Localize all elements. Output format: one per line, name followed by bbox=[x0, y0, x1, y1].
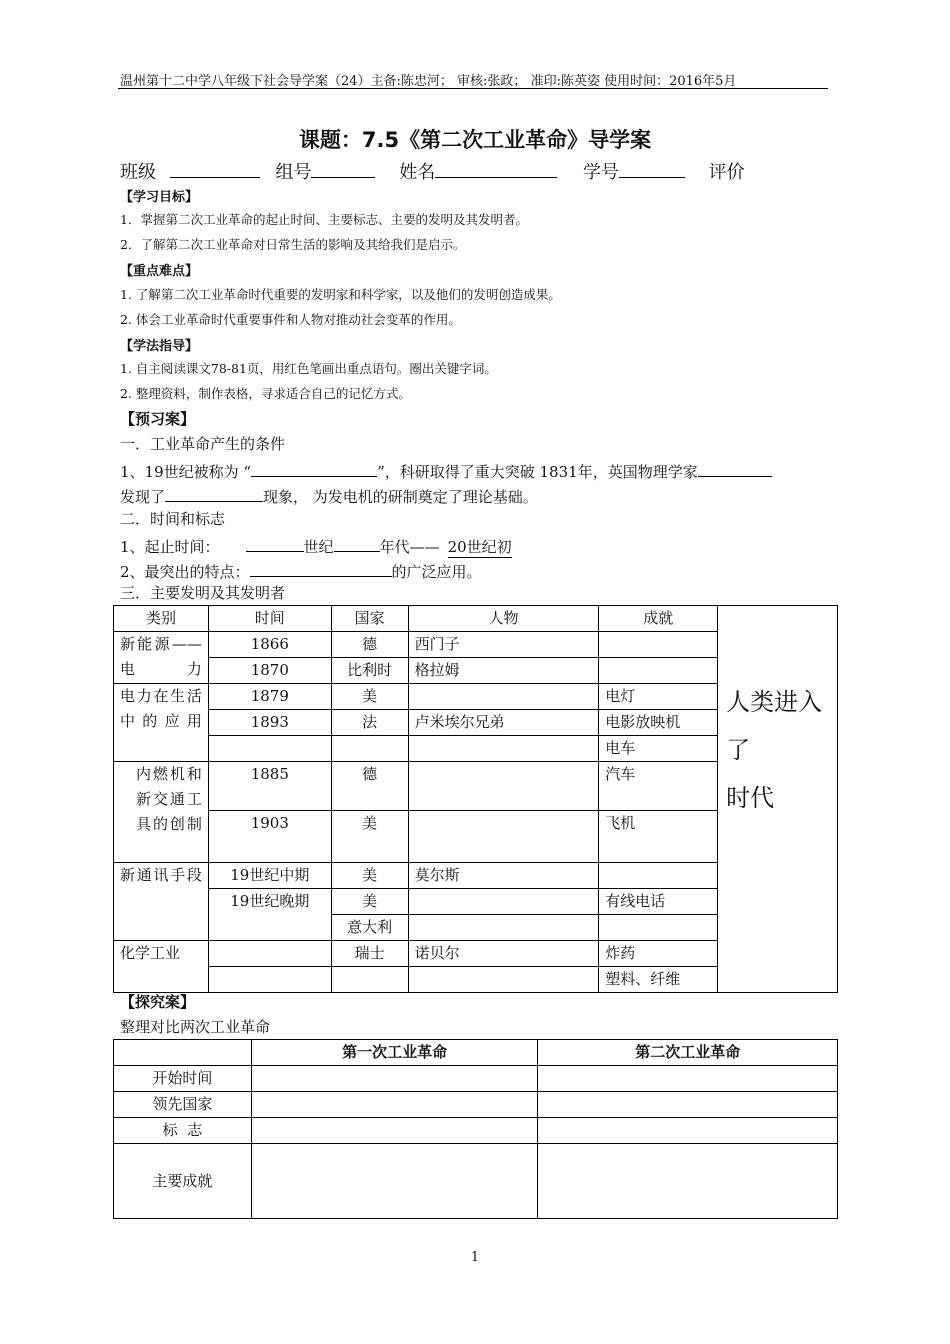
row-achievements: 主要成就 bbox=[114, 1144, 252, 1219]
cell-achievement[interactable]: 有线电话 bbox=[599, 889, 718, 915]
cell-country[interactable]: 美 bbox=[331, 811, 408, 863]
cell-time[interactable]: 19世纪中期 bbox=[208, 863, 331, 889]
name-blank[interactable] bbox=[435, 159, 557, 178]
question-1-line1 bbox=[120, 458, 772, 482]
row-start-time: 开始时间 bbox=[114, 1066, 252, 1092]
page-header: 温州第十二中学八年级下社会导学案（24）主备:陈忠河； 审核:张政； 准印:陈英姿 使用时间：2016年5月 bbox=[120, 74, 737, 89]
cell-second-achievements[interactable] bbox=[538, 1144, 838, 1219]
q1-text-c: 发现了 bbox=[120, 488, 166, 506]
cell-person[interactable]: 莫尔斯 bbox=[408, 863, 599, 889]
section-inventions: 三．主要发明及其发明者 bbox=[120, 584, 286, 602]
q1-blank-era[interactable] bbox=[251, 458, 377, 477]
cell-time[interactable] bbox=[208, 967, 331, 993]
goal-item: 2．了解第二次工业革命对日常生活的影响及其给我们是启示。 bbox=[120, 237, 466, 252]
student-info-line bbox=[120, 158, 745, 184]
number-label: 学号 bbox=[582, 162, 619, 183]
cell-person[interactable]: 诺贝尔 bbox=[408, 941, 599, 967]
cell-achievement[interactable]: 炸药 bbox=[599, 941, 718, 967]
q1-text-b: ”，科研取得了重大突破 1831年，英国物理学家 bbox=[377, 463, 698, 481]
cell-person[interactable] bbox=[408, 684, 599, 710]
method-item: 2. 整理资料，制作表格，寻求适合自己的记忆方式。 bbox=[120, 386, 411, 401]
cell-person[interactable] bbox=[408, 736, 599, 762]
cell-second-mark[interactable] bbox=[538, 1118, 838, 1144]
category-communication: 新通讯手段 bbox=[114, 863, 209, 941]
cell-person[interactable] bbox=[408, 915, 599, 941]
section-time-marks: 二．时间和标志 bbox=[120, 510, 226, 528]
header-country: 国家 bbox=[331, 606, 408, 632]
cell-achievement[interactable] bbox=[599, 632, 718, 658]
q2-blank-decade[interactable] bbox=[334, 533, 380, 552]
cell-time[interactable]: 1879 bbox=[208, 684, 331, 710]
cell-country[interactable]: 德 bbox=[331, 632, 408, 658]
cell-achievement[interactable]: 飞机 bbox=[599, 811, 718, 863]
header-category: 类别 bbox=[114, 606, 209, 632]
cell-achievement[interactable] bbox=[599, 863, 718, 889]
cell-time[interactable] bbox=[208, 736, 331, 762]
cell-person[interactable]: 卢米埃尔兄弟 bbox=[408, 710, 599, 736]
row-leading-country: 领先国家 bbox=[114, 1092, 252, 1118]
summary-line-3: 时代 bbox=[726, 784, 775, 812]
explore-subtitle: 整理对比两次工业革命 bbox=[120, 1018, 271, 1036]
group-blank[interactable] bbox=[311, 159, 375, 178]
q1-blank-physicist[interactable] bbox=[698, 458, 772, 477]
q3-text-b: 的广泛应用。 bbox=[391, 563, 482, 581]
cell-first-achievements[interactable] bbox=[251, 1144, 538, 1219]
cell-person[interactable] bbox=[408, 967, 599, 993]
cell-country[interactable]: 意大利 bbox=[331, 915, 408, 941]
cell-achievement[interactable]: 电车 bbox=[599, 736, 718, 762]
header-achievement: 成就 bbox=[599, 606, 718, 632]
name-label: 姓名 bbox=[399, 162, 436, 183]
cell-second-start-time[interactable] bbox=[538, 1066, 838, 1092]
cell-person[interactable]: 格拉姆 bbox=[408, 658, 599, 684]
cell-country[interactable] bbox=[331, 967, 408, 993]
inventions-table bbox=[113, 605, 838, 993]
question-1-line2 bbox=[120, 483, 538, 507]
cell-time[interactable]: 1866 bbox=[208, 632, 331, 658]
group-label: 组号 bbox=[275, 162, 312, 183]
cell-achievement[interactable]: 塑料、纤维 bbox=[599, 967, 718, 993]
cell-first-start-time[interactable] bbox=[251, 1066, 538, 1092]
cell-country[interactable]: 美 bbox=[331, 684, 408, 710]
q2-text-c: 年代—— bbox=[379, 538, 440, 556]
category-electric-life: 电力在生活中的应用 bbox=[114, 684, 209, 762]
category-chemical: 化学工业 bbox=[114, 941, 209, 993]
cell-first-mark[interactable] bbox=[251, 1118, 538, 1144]
cell-country[interactable]: 比利时 bbox=[331, 658, 408, 684]
cell-achievement[interactable]: 电灯 bbox=[599, 684, 718, 710]
cell-person[interactable]: 西门子 bbox=[408, 632, 599, 658]
summary-line-2: 了 bbox=[726, 736, 751, 764]
cell-time[interactable]: 1893 bbox=[208, 710, 331, 736]
q2-text-b: 世纪 bbox=[303, 538, 334, 556]
key-point-item: 2. 体会工业革命时代重要事件和人物对推动社会变革的作用。 bbox=[120, 312, 461, 327]
class-label: 班级 bbox=[120, 162, 156, 183]
cell-country[interactable]: 美 bbox=[331, 889, 408, 915]
q1-text-d: 现象， 为发电机的研制奠定了理论基础。 bbox=[263, 488, 538, 506]
cell-first-leading-country[interactable] bbox=[251, 1092, 538, 1118]
header-rule bbox=[118, 88, 828, 89]
question-3-line bbox=[120, 558, 482, 582]
category-electricity: 新能源——电力 bbox=[114, 632, 209, 684]
cell-achievement[interactable]: 汽车 bbox=[599, 762, 718, 811]
key-point-item: 1. 了解第二次工业革命时代重要的发明家和科学家，以及他们的发明创造成果。 bbox=[120, 287, 561, 302]
cell-time[interactable]: 1885 bbox=[208, 762, 331, 811]
eval-label: 评价 bbox=[708, 162, 745, 183]
page-number: 1 bbox=[470, 1250, 480, 1265]
cell-country[interactable]: 美 bbox=[331, 863, 408, 889]
goal-item: 1．掌握第二次工业革命的起止时间、主要标志、主要的发明及其发明者。 bbox=[120, 212, 528, 227]
row-mark: 标 志 bbox=[114, 1118, 252, 1144]
header-time: 时间 bbox=[208, 606, 331, 632]
key-points-heading: 【重点难点】 bbox=[120, 264, 199, 279]
cell-achievement[interactable] bbox=[599, 915, 718, 941]
cell-country[interactable]: 德 bbox=[331, 762, 408, 811]
cell-time[interactable]: 19世纪晚期 bbox=[208, 889, 331, 941]
q3-blank-feature[interactable] bbox=[250, 558, 392, 577]
q3-text-a: 2、最突出的特点： bbox=[120, 563, 250, 581]
q2-blank-century[interactable] bbox=[246, 533, 304, 552]
page-title: 课题：7.5《第二次工业革命》导学案 bbox=[298, 128, 652, 152]
corner-cell bbox=[114, 1040, 252, 1066]
comparison-table bbox=[113, 1039, 838, 1219]
cell-time[interactable]: 1903 bbox=[208, 811, 331, 863]
method-item: 1. 自主阅读课文78-81页，用红色笔画出重点语句。圈出关键字词。 bbox=[120, 361, 497, 376]
number-blank[interactable] bbox=[619, 159, 685, 178]
cell-second-leading-country[interactable] bbox=[538, 1092, 838, 1118]
cell-country[interactable]: 法 bbox=[331, 710, 408, 736]
method-heading: 【学法指导】 bbox=[120, 339, 199, 354]
cell-person[interactable] bbox=[408, 811, 599, 863]
header-second-revolution: 第二次工业革命 bbox=[538, 1040, 838, 1066]
q1-text-a: 1、19世纪被称为 “ bbox=[120, 463, 252, 481]
cell-country[interactable]: 瑞士 bbox=[331, 941, 408, 967]
q1-blank-phenomenon[interactable] bbox=[165, 483, 263, 502]
cell-person[interactable] bbox=[408, 762, 599, 811]
cell-country[interactable] bbox=[331, 736, 408, 762]
cell-time[interactable] bbox=[208, 941, 331, 967]
header-person: 人物 bbox=[408, 606, 599, 632]
cell-person[interactable] bbox=[408, 889, 599, 915]
cell-achievement[interactable]: 电影放映机 bbox=[599, 710, 718, 736]
goals-heading: 【学习目标】 bbox=[120, 190, 199, 205]
summary-cell bbox=[718, 606, 838, 993]
explore-heading: 【探究案】 bbox=[120, 993, 196, 1011]
preview-heading: 【预习案】 bbox=[120, 410, 196, 428]
section-conditions: 一．工业革命产生的条件 bbox=[120, 435, 286, 453]
q2-text-a: 1、起止时间： bbox=[120, 538, 220, 556]
category-engines-transport: 内燃机和新交通工具的创制 bbox=[114, 762, 209, 863]
q2-end-time: 20世纪初 bbox=[447, 538, 512, 556]
class-blank[interactable] bbox=[170, 159, 260, 178]
cell-time[interactable]: 1870 bbox=[208, 658, 331, 684]
header-first-revolution: 第一次工业革命 bbox=[251, 1040, 538, 1066]
question-2-line bbox=[120, 533, 512, 558]
cell-achievement[interactable] bbox=[599, 658, 718, 684]
summary-line-1: 人类进入 bbox=[726, 688, 823, 716]
